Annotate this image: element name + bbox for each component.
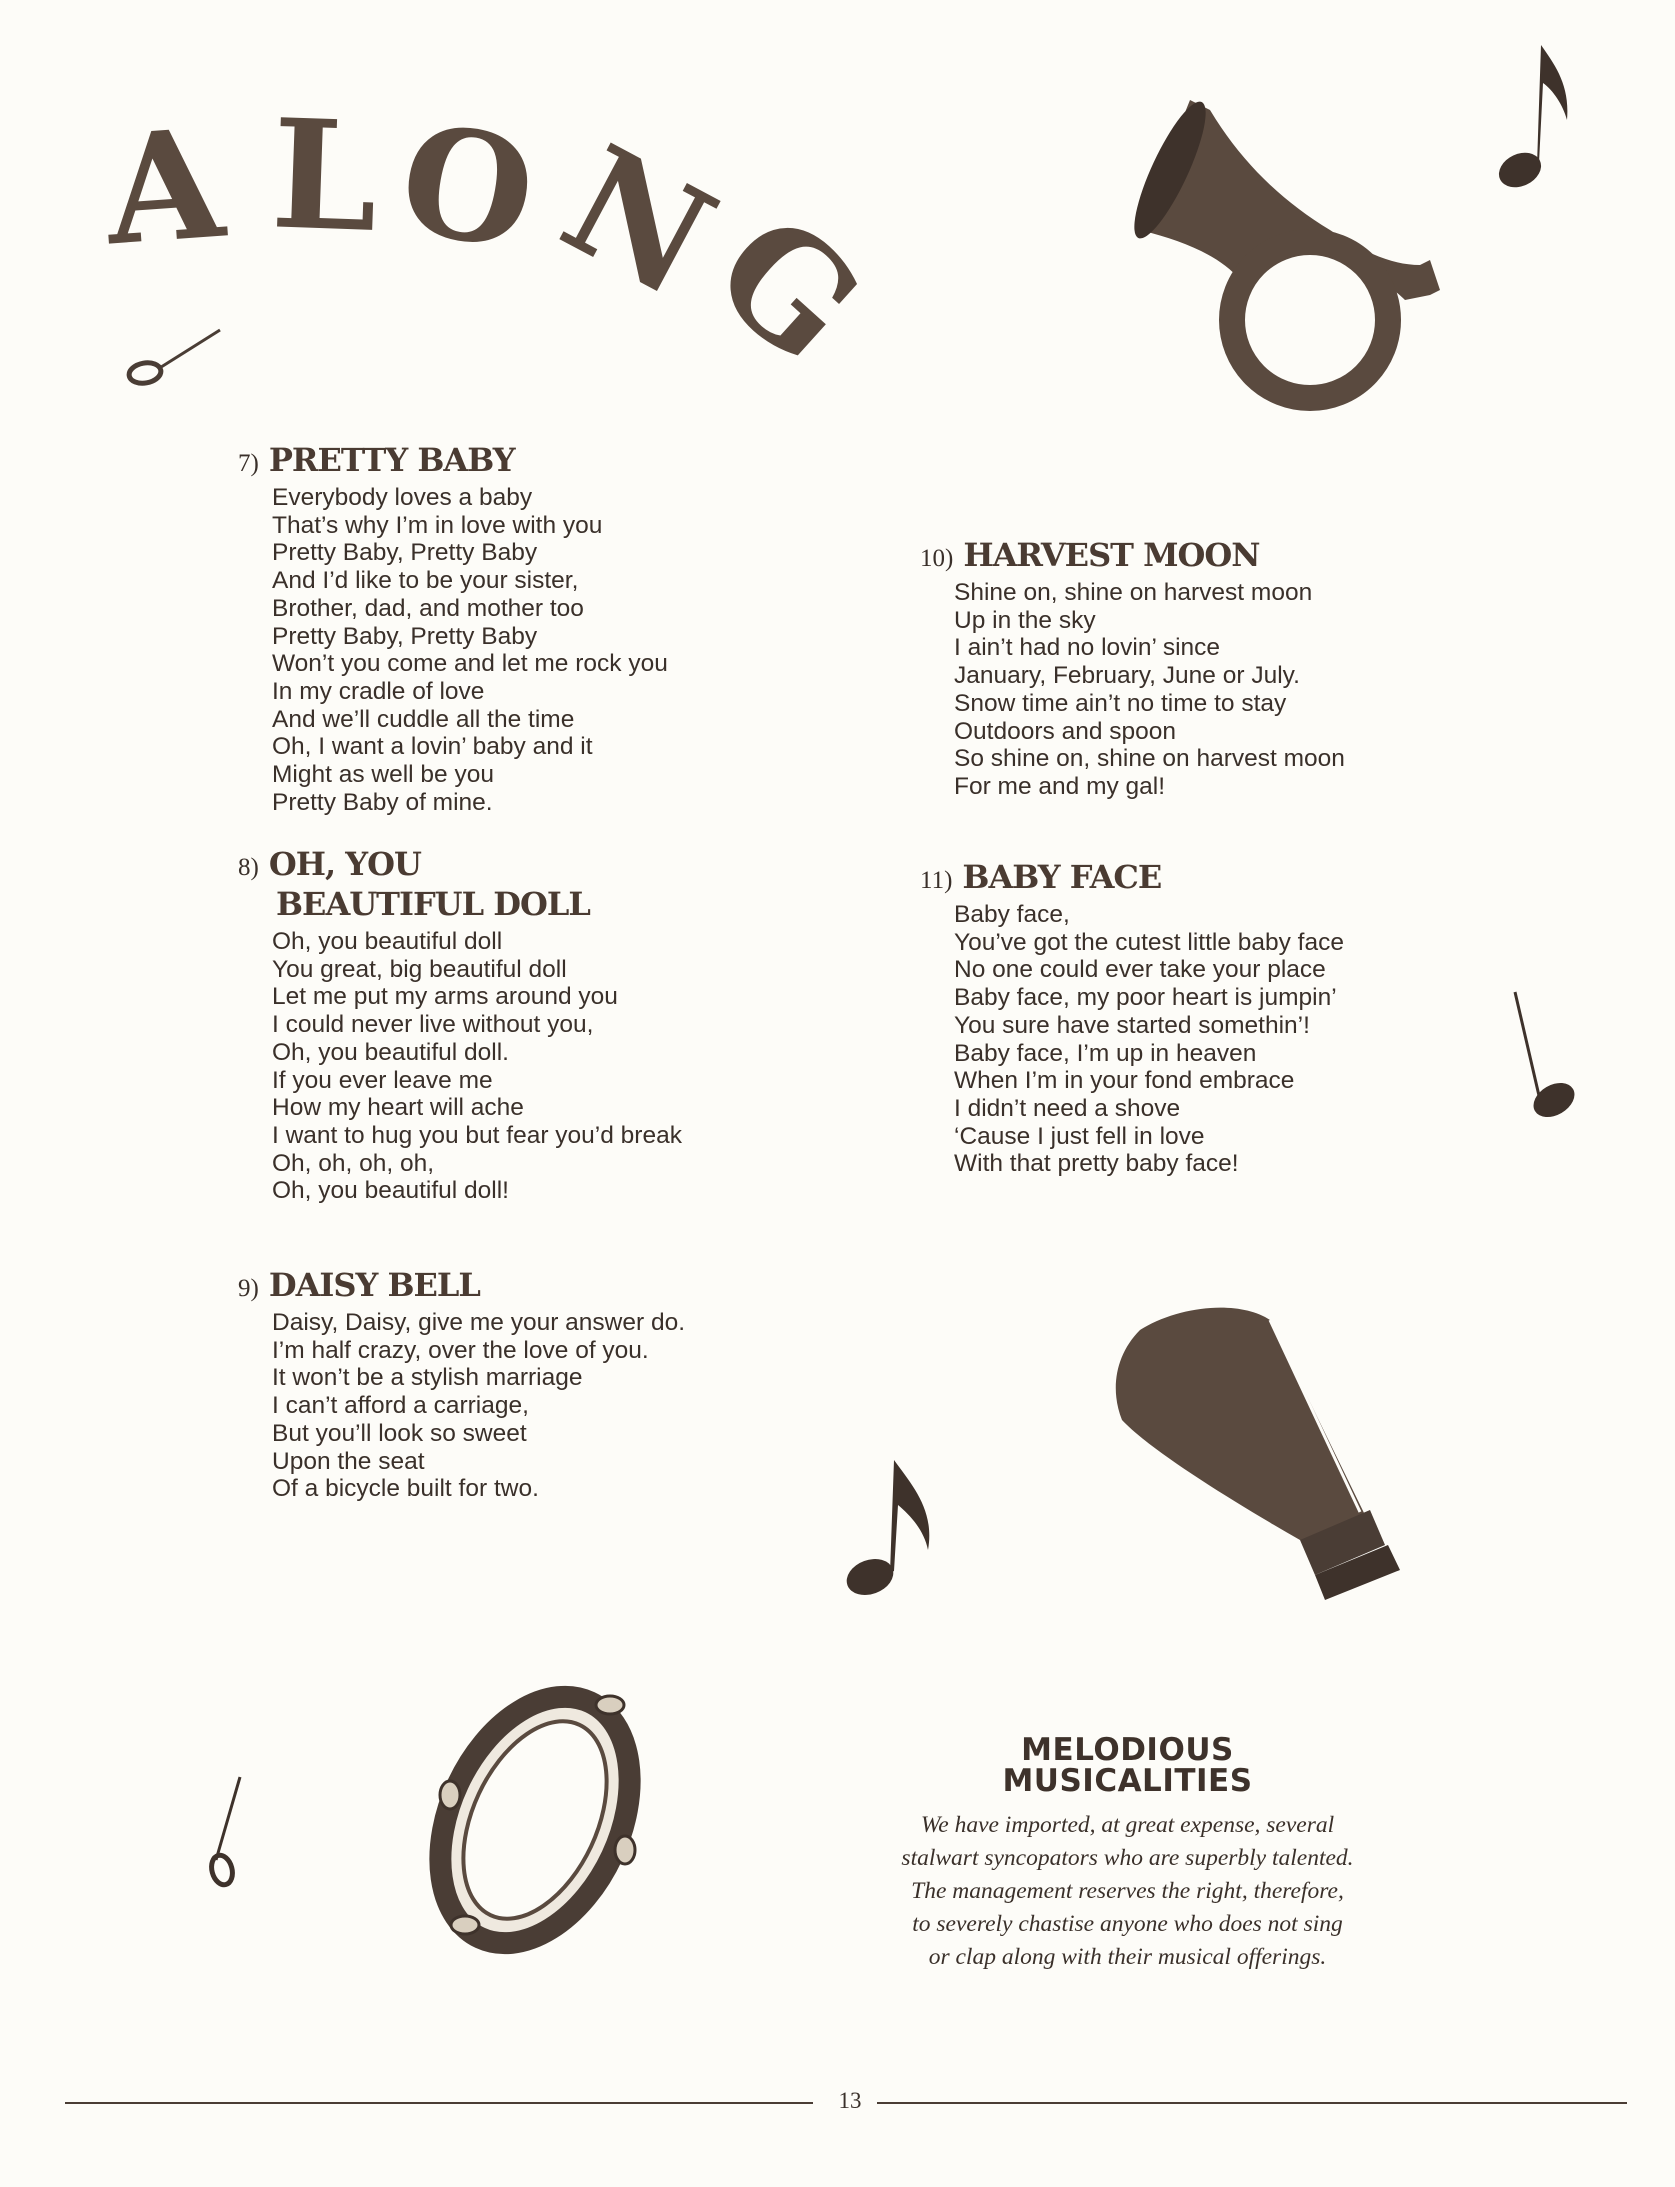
song-title: OH, YOU <box>268 845 421 883</box>
lyric-line: I ain’t had no lovin’ since <box>954 634 1221 662</box>
heading-letter-l: L <box>268 86 381 266</box>
lyric-line: Everybody loves a baby <box>272 484 533 511</box>
lyric-line: Oh, you beautiful doll <box>272 928 503 955</box>
lyric-line: Snow time ain’t no time to stay <box>954 689 1287 717</box>
lyric-line: Baby face, my poor heart is jumpin’ <box>954 984 1337 1012</box>
lyric-line: Baby face, <box>954 901 1070 928</box>
lyric-line: How my heart will ache <box>272 1094 524 1122</box>
song-lyrics <box>272 1309 685 1503</box>
lyric-line: I can’t afford a carriage, <box>272 1392 529 1420</box>
lyric-line: I didn’t need a shove <box>954 1094 1181 1122</box>
song-oh-you-beautiful-doll <box>238 844 682 1205</box>
lyric-line: With that pretty baby face! <box>954 1150 1239 1178</box>
page-heading <box>90 40 990 400</box>
song-baby-face <box>920 857 1344 1178</box>
lyric-line: And I’d like to be your sister, <box>272 567 579 595</box>
lyric-line: Might as well be you <box>272 761 494 789</box>
lyric-line: Upon the seat <box>272 1447 425 1475</box>
lyric-line: Baby face, I’m up in heaven <box>954 1039 1257 1067</box>
song-title: PRETTY BABY <box>268 441 515 479</box>
song-heading <box>238 440 668 480</box>
heading-letter-n: N <box>536 112 741 333</box>
song-title-line-2: BEAUTIFUL DOLL <box>276 885 590 923</box>
song-lyrics <box>954 901 1344 1178</box>
quarter-note-icon <box>1510 990 1590 1130</box>
heading-letter-a: A <box>100 95 229 280</box>
lyric-line: Oh, you beautiful doll! <box>272 1177 509 1205</box>
song-title: DAISY BELL <box>268 1266 480 1304</box>
song-heading <box>920 857 1344 897</box>
lyric-line: When I’m in your fond embrace <box>954 1067 1295 1095</box>
eighth-note-icon <box>840 1455 950 1600</box>
lyric-line: If you ever leave me <box>272 1066 493 1094</box>
box-heading-line: MELODIOUS <box>1021 1732 1234 1768</box>
lyric-line: Oh, you beautiful doll. <box>272 1038 509 1066</box>
lyric-line: January, February, June or July. <box>954 662 1300 690</box>
lyric-line: It won’t be a stylish marriage <box>272 1364 583 1392</box>
song-lyrics <box>272 928 682 1205</box>
lyric-line: Oh, I want a lovin’ baby and it <box>272 733 593 761</box>
lyric-line: No one could ever take your place <box>954 956 1326 984</box>
song-heading <box>238 844 682 884</box>
box-text-line: or clap along with their musical offerings. <box>928 1944 1327 1970</box>
lyric-line: Outdoors and spoon <box>954 717 1177 745</box>
song-title: HARVEST MOON <box>963 536 1260 574</box>
lyric-line: Pretty Baby of mine. <box>272 788 493 816</box>
footer-rule-left <box>65 2102 813 2104</box>
song-harvest-moon <box>920 535 1345 801</box>
lyric-line: I could never live without you, <box>272 1011 594 1039</box>
lyric-line: Let me put my arms around you <box>272 983 618 1011</box>
song-daisy-bell <box>238 1265 685 1503</box>
lyric-line: You sure have started somethin’! <box>954 1011 1310 1039</box>
song-number: 10) <box>920 545 954 572</box>
box-text-line: The management reserves the right, therefore, <box>911 1878 1344 1904</box>
box-text <box>855 1809 1400 1974</box>
lyric-line: You’ve got the cutest little baby face <box>954 928 1344 956</box>
song-number: 11) <box>920 867 953 894</box>
lyric-line: In my cradle of love <box>272 677 485 705</box>
lyric-line: Brother, dad, and mother too <box>272 594 584 622</box>
lyric-line: For me and my gal! <box>954 772 1166 800</box>
lyric-line: That’s why I’m in love with you <box>272 511 603 539</box>
song-title: BABY FACE <box>962 858 1162 896</box>
quarter-note-icon <box>125 325 225 390</box>
lyric-line: Won’t you come and let me rock you <box>272 650 668 678</box>
lyric-line: Pretty Baby, Pretty Baby <box>272 622 538 650</box>
song-pretty-baby <box>238 440 668 816</box>
lyric-line: Daisy, Daisy, give me your answer do. <box>272 1309 686 1336</box>
song-number: 9) <box>238 1275 259 1302</box>
song-number: 8) <box>238 854 259 881</box>
heading-letter-g: G <box>681 180 895 397</box>
lyric-line: ‘Cause I just fell in love <box>954 1122 1205 1150</box>
bugle-horn-icon <box>1130 90 1480 420</box>
lyric-line: You great, big beautiful doll <box>272 955 567 983</box>
lyric-line: Of a bicycle built for two. <box>272 1475 539 1503</box>
footer-rule-right <box>877 2102 1627 2104</box>
box-text-line: We have imported, at great expense, several <box>920 1812 1335 1838</box>
song-heading <box>238 1265 685 1305</box>
box-heading <box>855 1732 1400 1799</box>
page-number: 13 <box>838 2088 862 2113</box>
melodious-musicalities-box <box>855 1732 1400 1974</box>
lyric-line: I’m half crazy, over the love of you. <box>272 1336 649 1364</box>
lyric-line: So shine on, shine on harvest moon <box>954 745 1345 773</box>
box-text-line: to severely chastise anyone who does not sing <box>912 1911 1343 1937</box>
lyric-line: Oh, oh, oh, oh, <box>272 1149 435 1177</box>
eighth-note-icon <box>1495 35 1575 195</box>
lyric-line: Pretty Baby, Pretty Baby <box>272 539 538 567</box>
song-lyrics <box>272 484 668 816</box>
lyric-line: And we’ll cuddle all the time <box>272 705 575 733</box>
lyric-line: I want to hug you but fear you’d break <box>272 1121 682 1149</box>
box-text-line: stalwart syncopators who are superbly talented. <box>901 1845 1354 1871</box>
song-heading <box>920 535 1345 575</box>
lyric-line: Up in the sky <box>954 606 1096 634</box>
heading-letter-o: O <box>387 89 548 286</box>
megaphone-icon <box>1110 1300 1430 1600</box>
song-number: 7) <box>238 450 259 477</box>
box-heading-line: MUSICALITIES <box>1002 1763 1253 1799</box>
lyric-line: Shine on, shine on harvest moon <box>954 579 1313 606</box>
song-lyrics <box>954 579 1345 801</box>
quarter-note-icon <box>200 1775 250 1890</box>
lyric-line: But you’ll look so sweet <box>272 1419 527 1447</box>
tambourine-icon <box>410 1675 660 1965</box>
